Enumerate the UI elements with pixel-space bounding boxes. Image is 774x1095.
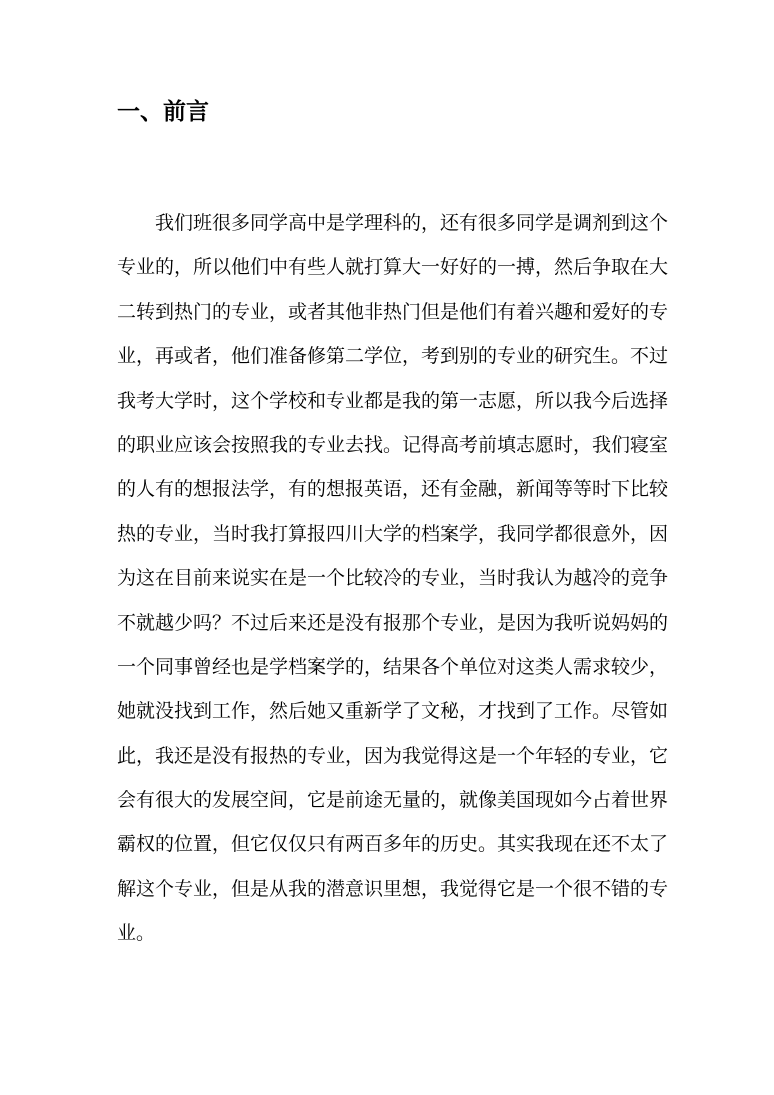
paragraph-line: 的人有的想报法学，有的想报英语，还有金融，新闻等等时下比较 bbox=[117, 478, 669, 501]
paragraph-line: 二转到热门的专业，或者其他非热门但是他们有着兴趣和爱好的专 bbox=[117, 300, 669, 323]
paragraph-line: 业。 bbox=[117, 922, 156, 945]
paragraph-line: 为这在目前来说实在是一个比较冷的专业，当时我认为越冷的竞争 bbox=[117, 567, 669, 590]
paragraph-line: 一个同事曾经也是学档案学的，结果各个单位对这类人需求较少， bbox=[117, 655, 669, 678]
paragraph-line: 此，我还是没有报热的专业，因为我觉得这是一个年轻的专业，它 bbox=[117, 744, 669, 767]
paragraph-line: 会有很大的发展空间，它是前途无量的，就像美国现如今占着世界 bbox=[117, 789, 669, 812]
paragraph-line: 的职业应该会按照我的专业去找。记得高考前填志愿时，我们寝室 bbox=[117, 433, 669, 456]
body-paragraph bbox=[117, 201, 669, 956]
paragraph-line: 解这个专业，但是从我的潜意识里想，我觉得它是一个很不错的专 bbox=[117, 877, 669, 900]
paragraph-line: 不就越少吗？不过后来还是没有报那个专业，是因为我听说妈妈的 bbox=[117, 611, 669, 634]
section-heading: 一、前言 bbox=[117, 99, 209, 125]
paragraph-line: 霸权的位置，但它仅仅只有两百多年的历史。其实我现在还不太了 bbox=[117, 833, 669, 856]
paragraph-line: 业，再或者，他们准备修第二学位，考到别的专业的研究生。不过 bbox=[117, 345, 669, 368]
paragraph-line: 热的专业，当时我打算报四川大学的档案学，我同学都很意外，因 bbox=[117, 522, 669, 545]
paragraph-line: 我们班很多同学高中是学理科的，还有很多同学是调剂到这个 bbox=[155, 212, 669, 234]
paragraph-line: 我考大学时，这个学校和专业都是我的第一志愿，所以我今后选择 bbox=[117, 389, 669, 412]
paragraph-line: 她就没找到工作，然后她又重新学了文秘，才找到了工作。尽管如 bbox=[117, 700, 669, 723]
paragraph-line: 专业的，所以他们中有些人就打算大一好好的一搏，然后争取在大 bbox=[117, 256, 669, 279]
